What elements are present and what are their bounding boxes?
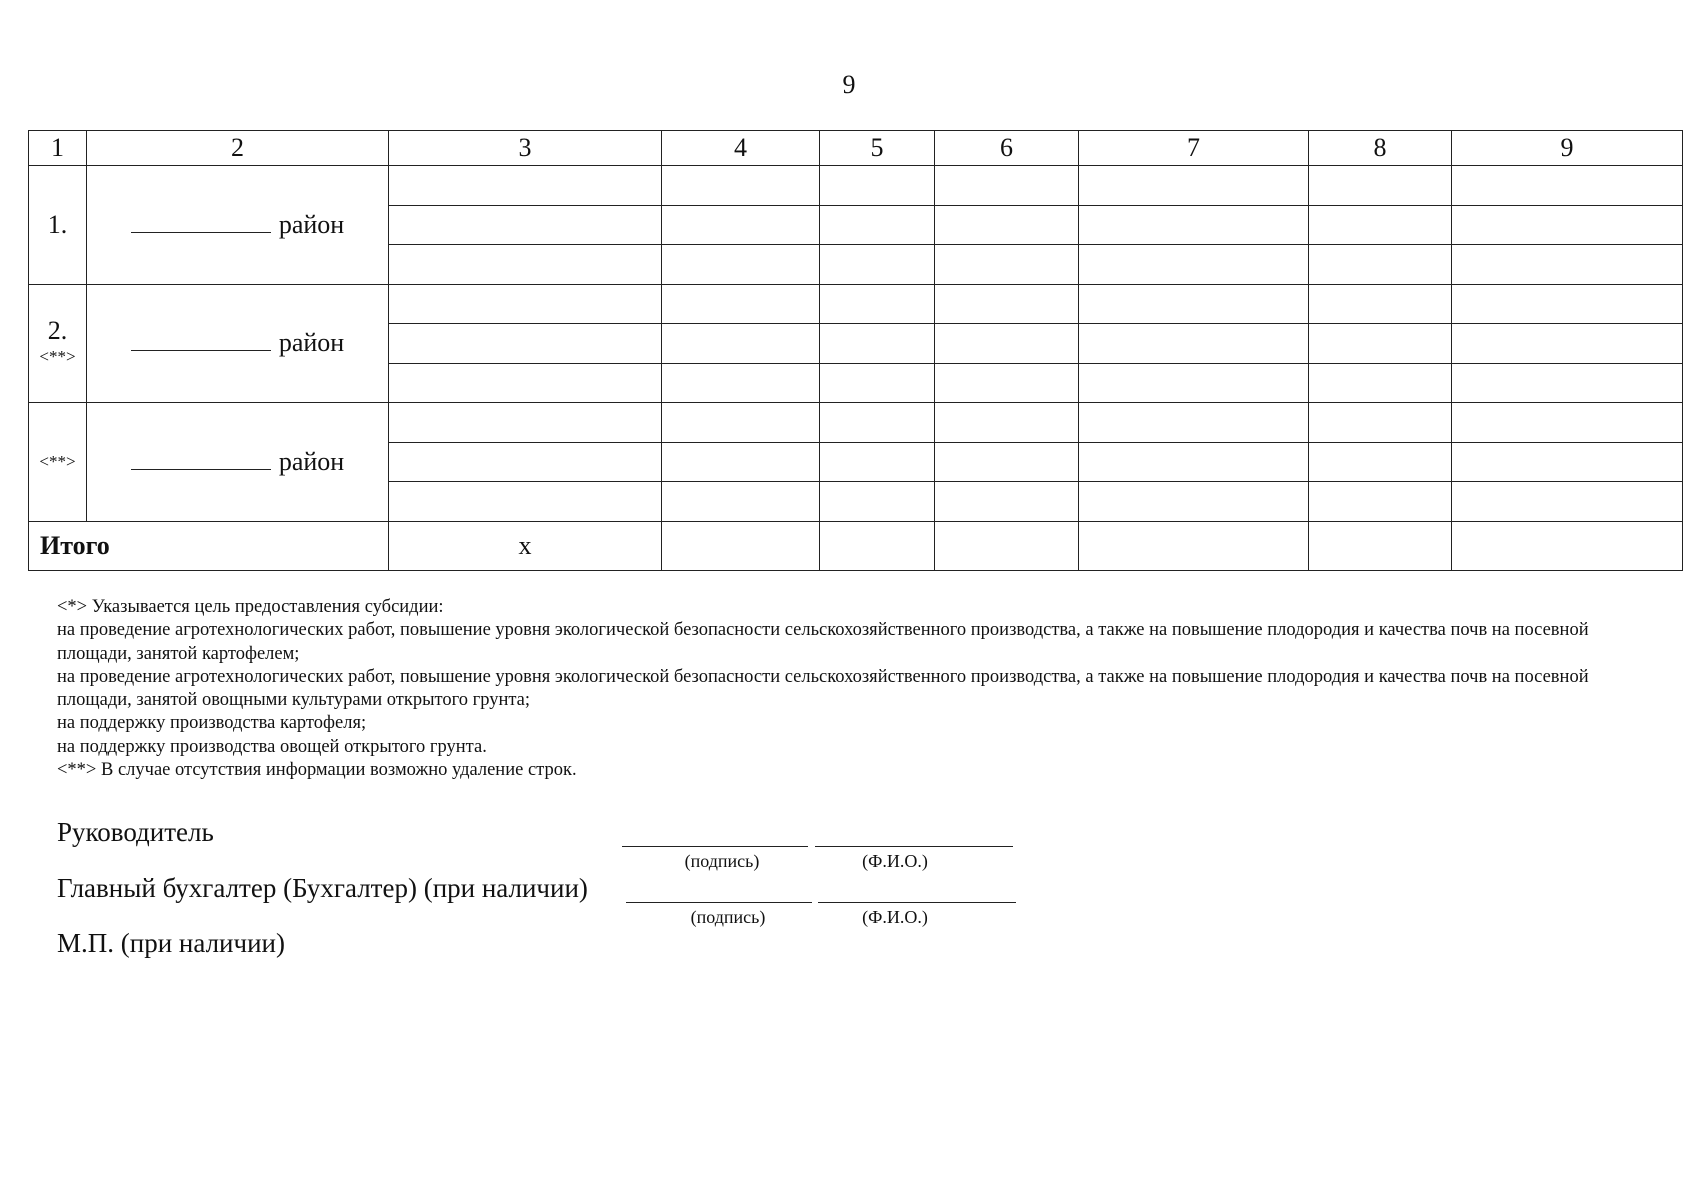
head-signature-line[interactable] — [622, 846, 808, 847]
table-cell — [935, 245, 1079, 285]
district-suffix: район — [278, 446, 345, 476]
table-cell — [1309, 205, 1452, 245]
column-header: 4 — [662, 131, 820, 166]
page-number: 9 — [842, 70, 856, 99]
table-cell — [1452, 284, 1683, 324]
table-cell — [820, 205, 935, 245]
footnote-line: на поддержку производства картофеля; — [57, 713, 367, 734]
table-cell — [935, 284, 1079, 324]
table-cell — [1079, 482, 1309, 522]
table-cell — [662, 324, 820, 364]
table-cell — [1452, 442, 1683, 482]
table-cell — [935, 324, 1079, 364]
table-cell — [389, 284, 662, 324]
table-cell — [1309, 442, 1452, 482]
column-header: 7 — [1079, 131, 1309, 166]
table-cell — [820, 521, 935, 570]
table-cell — [820, 324, 935, 364]
table-cell — [662, 363, 820, 403]
column-header: 3 — [389, 131, 662, 166]
total-label: Итого — [29, 521, 389, 570]
table-cell — [1452, 482, 1683, 522]
table-cell — [389, 245, 662, 285]
table-cell — [935, 205, 1079, 245]
report-table — [28, 130, 1683, 571]
accountant-name-caption: (Ф.И.О.) — [862, 907, 928, 927]
table-cell — [662, 482, 820, 522]
table-cell — [1452, 521, 1683, 570]
row-number: 2. — [47, 316, 68, 346]
table-cell — [820, 363, 935, 403]
district-cell — [87, 284, 389, 403]
table-cell — [662, 166, 820, 206]
table-cell — [1079, 205, 1309, 245]
row-number-cell — [29, 403, 87, 522]
column-header: 9 — [1452, 131, 1683, 166]
table-cell — [389, 442, 662, 482]
table-cell — [820, 284, 935, 324]
district-cell — [87, 166, 389, 285]
table-cell — [389, 166, 662, 206]
accountant-label: Главный бухгалтер (Бухгалтер) (при наличии) — [57, 873, 588, 903]
district-suffix: район — [278, 209, 345, 239]
footnote-line: на поддержку производства овощей открытого грунта. — [57, 736, 487, 757]
table-cell — [820, 245, 935, 285]
table-cell — [1309, 324, 1452, 364]
table-cell — [1309, 521, 1452, 570]
table-cell — [820, 403, 935, 443]
table-cell — [935, 482, 1079, 522]
table-cell — [820, 482, 935, 522]
table-cell — [1079, 363, 1309, 403]
row-note-marker: <**> — [39, 347, 76, 367]
table-cell — [1079, 324, 1309, 364]
footnote-line: <*> Указывается цель предоставления субсидии: — [57, 597, 444, 617]
table-cell — [1079, 166, 1309, 206]
column-header: 2 — [87, 131, 389, 166]
table-cell — [1309, 284, 1452, 324]
table-cell — [1452, 166, 1683, 206]
table-cell — [1309, 245, 1452, 285]
column-header: 8 — [1309, 131, 1452, 166]
head-name-caption: (Ф.И.О.) — [862, 851, 928, 871]
table-cell — [1309, 166, 1452, 206]
table-header-row — [29, 131, 1683, 166]
district-blank-line — [131, 447, 271, 470]
column-header: 5 — [820, 131, 935, 166]
table-cell — [1079, 521, 1309, 570]
table-cell — [389, 482, 662, 522]
total-row — [29, 521, 1683, 570]
accountant-name-line[interactable] — [818, 902, 1016, 903]
table-cell — [1079, 284, 1309, 324]
table-cell — [1452, 245, 1683, 285]
row-note-marker: <**> — [39, 451, 76, 471]
table-cell — [1309, 363, 1452, 403]
footnote-line: <**> В случае отсутствия информации возможно удаление строк. — [57, 760, 577, 781]
table-cell — [662, 245, 820, 285]
table-cell — [389, 324, 662, 364]
table-row — [29, 403, 1683, 443]
table-cell — [662, 442, 820, 482]
table-cell — [1079, 403, 1309, 443]
table-cell — [1452, 205, 1683, 245]
table-cell — [662, 403, 820, 443]
footnote-line: на проведение агротехнологических работ, повышение уровня экологической безопасности сельскохозяйственного производства, а также на повышение плодородия и качества почв на посевной площади, занятой овощными культурами открытого грунта; — [57, 666, 1589, 711]
table-cell — [1309, 403, 1452, 443]
head-signature-caption: (подпись) — [684, 851, 760, 871]
table-cell — [935, 363, 1079, 403]
row-number: 1. — [47, 209, 68, 239]
row-number-cell — [29, 284, 87, 403]
table-cell — [662, 205, 820, 245]
table-cell — [389, 363, 662, 403]
table-cell — [1309, 482, 1452, 522]
row-number-cell — [29, 166, 87, 285]
total-col3-value: x — [389, 521, 662, 570]
table-row — [29, 166, 1683, 206]
table-cell — [389, 205, 662, 245]
accountant-signature-caption: (подпись) — [690, 907, 766, 927]
table-cell — [662, 284, 820, 324]
footnote-line: на проведение агротехнологических работ, повышение уровня экологической безопасности сельскохозяйственного производства, а также на повышение плодородия и качества почв на посевной площади, занятой картофелем; — [57, 620, 1589, 664]
table-cell — [935, 403, 1079, 443]
head-label: Руководитель — [57, 817, 214, 847]
district-cell — [87, 403, 389, 522]
table-cell — [389, 403, 662, 443]
table-cell — [1452, 324, 1683, 364]
table-cell — [1079, 442, 1309, 482]
column-header: 1 — [29, 131, 87, 166]
table-cell — [935, 521, 1079, 570]
stamp-label: М.П. (при наличии) — [57, 928, 285, 958]
table-cell — [935, 442, 1079, 482]
table-cell — [662, 521, 820, 570]
table-cell — [820, 442, 935, 482]
table-cell — [820, 166, 935, 206]
column-header: 6 — [935, 131, 1079, 166]
accountant-signature-line[interactable] — [626, 902, 812, 903]
table-cell — [1079, 245, 1309, 285]
footnotes — [57, 596, 1657, 782]
district-suffix: район — [278, 328, 345, 358]
table-cell — [1452, 363, 1683, 403]
table-cell — [935, 166, 1079, 206]
table-row — [29, 284, 1683, 324]
table-cell — [1452, 403, 1683, 443]
district-blank-line — [131, 210, 271, 233]
head-name-line[interactable] — [815, 846, 1013, 847]
district-blank-line — [131, 328, 271, 351]
